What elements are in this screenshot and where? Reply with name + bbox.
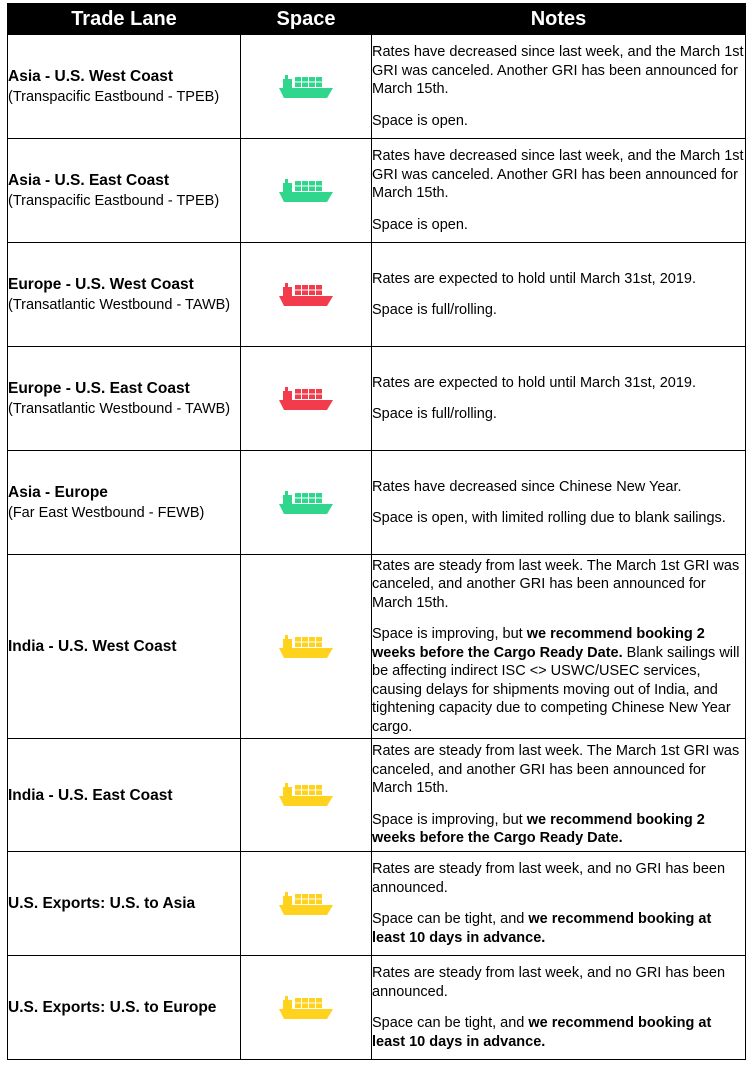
space-note (372, 910, 745, 947)
cargo-ship-icon (278, 283, 334, 307)
notes-cell (372, 451, 746, 555)
table-row (8, 139, 746, 243)
rates-note: Rates are expected to hold until March 31st, 2019. (372, 270, 697, 287)
trade-lane-cell (8, 35, 241, 139)
trade-lane-subtitle: (Far East Westbound - FEWB) (8, 504, 205, 521)
space-status-cell (241, 451, 372, 555)
table-row (8, 35, 746, 139)
notes-cell (372, 347, 746, 451)
rates-note: Rates are steady from last week. The March 1st GRI was canceled, and another GRI has been announced for March 15th. (372, 743, 740, 797)
notes-cell (372, 956, 746, 1060)
trade-lane-name: India - U.S. West Coast (8, 638, 177, 655)
table-row (8, 347, 746, 451)
trade-lane-cell (8, 956, 241, 1060)
space-note-text: Space can be tight, and (372, 911, 529, 927)
notes-cell (372, 243, 746, 347)
rates-note: Rates are steady from last week. The March 1st GRI was canceled, and another GRI has been announced for March 15th. (372, 557, 740, 611)
trade-lane-name: U.S. Exports: U.S. to Europe (8, 999, 217, 1016)
space-status-cell (241, 739, 372, 852)
trade-lane-cell (8, 555, 241, 739)
cargo-ship-icon (278, 179, 334, 203)
space-status-cell (241, 139, 372, 243)
header-notes: Notes (372, 4, 746, 35)
rates-note: Rates have decreased since Chinese New Year. (372, 478, 682, 495)
table-row (8, 852, 746, 956)
table-row (8, 739, 746, 852)
trade-lane-name: Asia - U.S. East Coast (8, 171, 170, 189)
space-note-text: Space is improving, but (372, 626, 527, 643)
rates-note: Rates have decreased since last week, and the March 1st GRI was canceled. Another GRI has been announced for March 15th. (372, 148, 744, 201)
trade-lane-name: Asia - U.S. West Coast (8, 67, 174, 85)
cargo-ship-icon (278, 387, 334, 411)
trade-lane-subtitle: (Transatlantic Westbound - TAWB) (8, 400, 231, 417)
header-trade-lane: Trade Lane (8, 4, 241, 35)
notes-cell (372, 35, 746, 139)
table-row (8, 451, 746, 555)
trade-lane-cell (8, 243, 241, 347)
space-status-cell (241, 555, 372, 739)
space-note-text: Space can be tight, and (372, 1015, 529, 1031)
notes-cell (372, 852, 746, 956)
trade-lane-subtitle: (Transatlantic Westbound - TAWB) (8, 296, 231, 313)
trade-lane-cell (8, 451, 241, 555)
notes-cell (372, 739, 746, 852)
trade-lane-subtitle: (Transpacific Eastbound - TPEB) (8, 192, 220, 209)
table-row (8, 555, 746, 739)
booking-recommendation: we recommend booking at least 10 days in advance. (372, 911, 712, 946)
trade-lane-subtitle: (Transpacific Eastbound - TPEB) (8, 88, 220, 105)
space-note-detail: Blank sailings will be affecting indirect ISC <> USWC/USEC services, causing delays for shipments moving out of India, and tightening capacity due to competing Chinese New Year cargo. (372, 644, 740, 735)
rates-note: Rates are steady from last week, and no GRI has been announced. (372, 861, 726, 896)
space-note-text: Space is improving, but (372, 811, 527, 828)
space-note: Space is full/rolling. (372, 406, 497, 422)
cargo-ship-icon (278, 892, 334, 916)
rates-note: Rates are steady from last week, and no GRI has been announced. (372, 965, 726, 1000)
cargo-ship-icon (278, 996, 334, 1020)
trade-lane-name: India - U.S. East Coast (8, 786, 173, 804)
cargo-ship-icon (278, 75, 334, 99)
space-status-cell (241, 956, 372, 1060)
trade-lane-cell (8, 852, 241, 956)
space-note: Space is full/rolling. (372, 302, 497, 318)
space-note: Space is open, with limited rolling due to blank sailings. (372, 510, 726, 526)
space-note (372, 1014, 745, 1051)
trade-lane-name: Europe - U.S. East Coast (8, 379, 190, 397)
trade-lane-table (7, 3, 746, 1060)
booking-recommendation: we recommend booking at least 10 days in advance. (372, 1015, 712, 1050)
trade-lane-name: Europe - U.S. West Coast (8, 275, 194, 293)
cargo-ship-icon (278, 783, 334, 807)
trade-lane-cell (8, 739, 241, 852)
cargo-ship-icon (278, 635, 334, 659)
trade-lane-cell (8, 347, 241, 451)
trade-lane-name: U.S. Exports: U.S. to Asia (8, 895, 196, 912)
table-row (8, 956, 746, 1060)
header-space: Space (241, 4, 372, 35)
space-status-cell (241, 35, 372, 139)
trade-lane-name: Asia - Europe (8, 483, 108, 501)
trade-lane-cell (8, 139, 241, 243)
space-status-cell (241, 852, 372, 956)
space-note: Space is open. (372, 216, 468, 233)
cargo-ship-icon (278, 491, 334, 515)
notes-cell (372, 555, 746, 739)
space-status-cell (241, 347, 372, 451)
space-note: Space is open. (372, 112, 468, 129)
booking-recommendation: we recommend booking 2 weeks before the Cargo Ready Date. (372, 626, 705, 661)
rates-note: Rates are expected to hold until March 31st, 2019. (372, 374, 697, 391)
table-header-row (8, 4, 746, 35)
space-note (372, 811, 745, 848)
table-row (8, 243, 746, 347)
space-status-cell (241, 243, 372, 347)
booking-recommendation: we recommend booking 2 weeks before the Cargo Ready Date. (372, 811, 705, 847)
rates-note: Rates have decreased since last week, and the March 1st GRI was canceled. Another GRI has been announced for March 15th. (372, 44, 744, 97)
space-note (372, 625, 745, 736)
notes-cell (372, 139, 746, 243)
